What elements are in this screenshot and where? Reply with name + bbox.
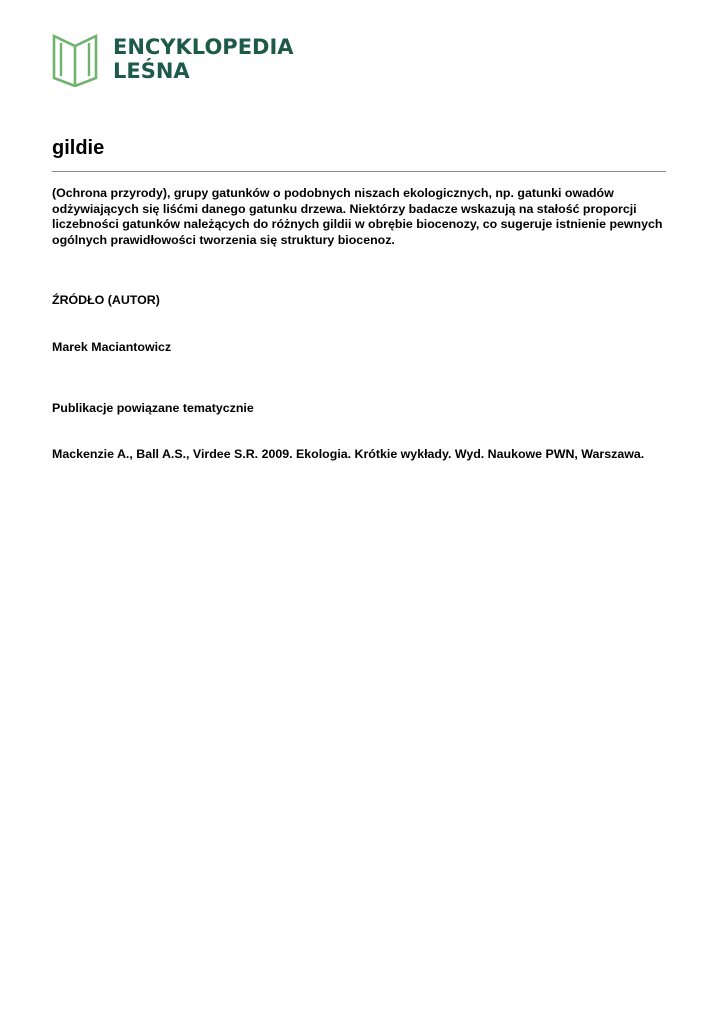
site-logo[interactable] xyxy=(52,33,294,87)
author-name: Marek Maciantowicz xyxy=(52,340,172,354)
source-heading: ŹRÓDŁO (AUTOR) xyxy=(52,293,160,307)
open-book-icon xyxy=(52,33,98,87)
title-divider xyxy=(52,171,666,172)
entry-definition: (Ochrona przyrody), grupy gatunków o podobnych niszach ekologicznych, np. gatunki owadów odżywiających się liśćmi danego gatunku drzewa. Niektórzy badacze wskazują na stałość proporcji liczebności gatunków należących do różnych gildii w obrębie biocenozy, co sugeruje istnienie pewnych ogólnych prawidłowości tworzenia się struktury biocenoz. xyxy=(52,186,663,247)
logo-text-line1: ENCYKLOPEDIA xyxy=(113,35,294,59)
logo-wordmark xyxy=(113,35,294,83)
entry-title: gildie xyxy=(52,137,105,159)
related-publications-heading: Publikacje powiązane tematycznie xyxy=(52,401,254,415)
logo-text-line2: LEŚNA xyxy=(113,59,190,83)
related-publication-item: Mackenzie A., Ball A.S., Virdee S.R. 2009. Ekologia. Krótkie wykłady. Wyd. Naukowe PWN, Warszawa. xyxy=(52,447,645,461)
